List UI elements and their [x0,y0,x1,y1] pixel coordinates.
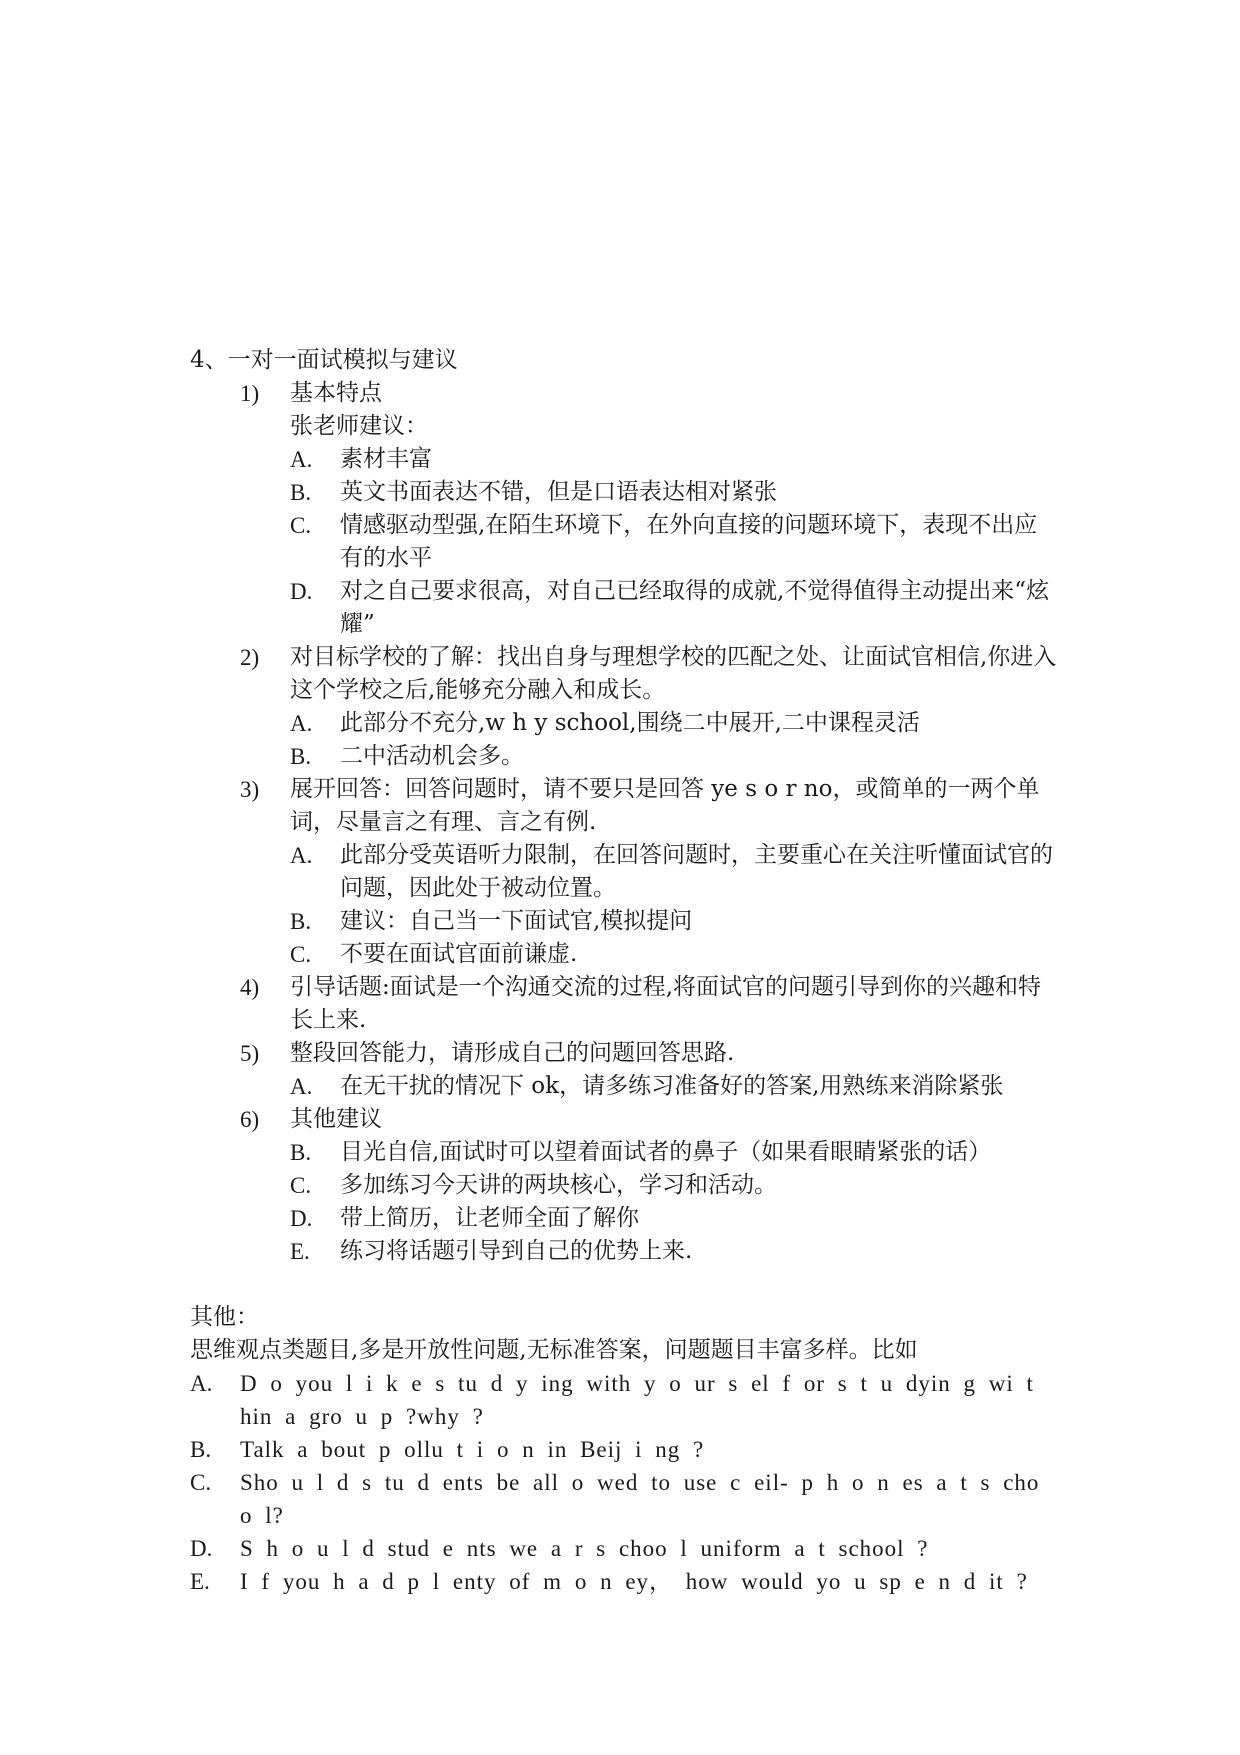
sub-item-letter: B. [290,1140,312,1165]
sub-item-letter: B. [290,480,312,505]
question-item [190,1367,1060,1433]
item-text: 展开回答：回答问题时，请不要只是回答 ye s o r no，或简单的一两个单词，尽量言之有理、言之有例. [290,776,1040,835]
item-number: 6) [240,1107,260,1132]
sub-item-letter: A. [290,1074,313,1099]
numbered-item [240,377,1060,410]
question-letter: A. [190,1371,213,1396]
sub-item-letter: C. [290,513,312,538]
sub-item [290,1202,1060,1235]
sub-item-text: 建议：自己当一下面试官,模拟提问 [340,908,693,934]
sub-item-letter: B. [290,744,312,769]
question-letter: D. [190,1536,213,1561]
question-item [190,1466,1060,1532]
sample-questions [190,1367,1060,1598]
sub-item-letter: B. [290,909,312,934]
sub-item [290,443,1060,476]
numbered-item [240,1103,1060,1136]
sub-item [290,1169,1060,1202]
sub-item-letter: C. [290,942,312,967]
sub-item-text: 素材丰富 [340,446,432,472]
sub-item-letter: E. [290,1239,310,1264]
sub-item-text: 英文书面表达不错，但是口语表达相对紧张 [340,479,777,505]
other-label: 其他： [190,1304,259,1330]
question-letter: E. [190,1569,210,1594]
item-text: 引导话题:面试是一个沟通交流的过程,将面试官的问题引导到你的兴趣和特长上来. [290,974,1042,1033]
item-number: 3) [240,777,260,802]
sub-item-letter: D. [290,579,313,604]
numbered-item [240,773,1060,839]
question-item [190,1433,1060,1466]
sub-item-letter: D. [290,1206,313,1231]
sub-item [290,1136,1060,1169]
sub-item [290,575,1060,641]
sub-item-text: 在无干扰的情况下 ok，请多练习准备好的答案,用熟练来消除紧张 [340,1073,1004,1099]
question-text: I f you h a d p l enty of m o n ey， how would yo u sp e n d it ? [240,1569,1028,1594]
sub-item-text: 此部分不充分,w h y school,围绕二中展开,二中课程灵活 [340,710,920,736]
sub-item [290,938,1060,971]
sub-item [290,905,1060,938]
sub-item-text: 多加练习今天讲的两块核心，学习和活动。 [340,1172,777,1198]
sub-item-letter: A. [290,711,313,736]
sub-item [290,1235,1060,1268]
item-subtitle: 张老师建议： [290,413,428,439]
sub-item-text: 对之自己要求很高，对自己已经取得的成就,不觉得值得主动提出来“炫耀” [340,578,1050,637]
numbered-item [240,641,1060,707]
item-number: 2) [240,645,260,670]
item-text: 整段回答能力，请形成自己的问题回答思路. [290,1040,735,1066]
question-text: Sho u l d s tu d ents be all o wed to use c eil- p h o n es a t s cho o l? [240,1470,1040,1528]
sub-item [290,839,1060,905]
numbered-item [240,1037,1060,1070]
section-heading: 4、一对一面试模拟与建议 [190,347,458,373]
item-text: 对目标学校的了解：找出自身与理想学校的匹配之处、让面试官相信,你进入这个学校之后,能够充分融入和成长。 [290,644,1057,703]
sub-item-text: 练习将话题引导到自己的优势上来. [340,1238,693,1264]
sub-item-text: 带上简历，让老师全面了解你 [340,1205,639,1231]
question-letter: C. [190,1470,212,1495]
sub-item-letter: C. [290,1173,312,1198]
sub-item-text: 此部分受英语听力限制，在回答问题时，主要重心在关注听懂面试官的问题，因此处于被动位置。 [340,842,1053,901]
question-text: S h o u l d stud e nts we a r s choo l uniform a t school ? [240,1536,929,1561]
item-number: 4) [240,975,260,1000]
sub-item-text: 不要在面试官面前谦虚. [340,941,578,967]
question-text: Talk a bout p ollu t i o n in Beij i ng ? [240,1437,705,1462]
document-body [190,344,1060,1598]
spacer [190,1268,1060,1301]
item-text: 基本特点 [290,380,382,406]
sub-item [290,509,1060,575]
item-text: 其他建议 [290,1106,382,1132]
sub-item-letter: A. [290,843,313,868]
advice-sections [190,377,1060,1268]
question-text: D o you l i k e s tu d y ing with y o ur s el f or s t u dyin g wi t hin a gro u p ?why ? [240,1371,1034,1429]
sub-item [290,707,1060,740]
item-number: 1) [240,381,260,406]
question-item [190,1532,1060,1565]
item-number: 5) [240,1041,260,1066]
sub-item [290,740,1060,773]
other-intro: 思维观点类题目,多是开放性问题,无标准答案，问题题目丰富多样。比如 [190,1337,918,1363]
sub-item-letter: A. [290,447,313,472]
sub-item [290,1070,1060,1103]
sub-item-text: 情感驱动型强,在陌生环境下，在外向直接的问题环境下，表现不出应有的水平 [340,512,1038,571]
numbered-item [240,971,1060,1037]
question-letter: B. [190,1437,212,1462]
question-item [190,1565,1060,1598]
sub-item [290,476,1060,509]
sub-item-text: 目光自信,面试时可以望着面试者的鼻子（如果看眼睛紧张的话） [340,1139,992,1165]
sub-item-text: 二中活动机会多。 [340,743,524,769]
